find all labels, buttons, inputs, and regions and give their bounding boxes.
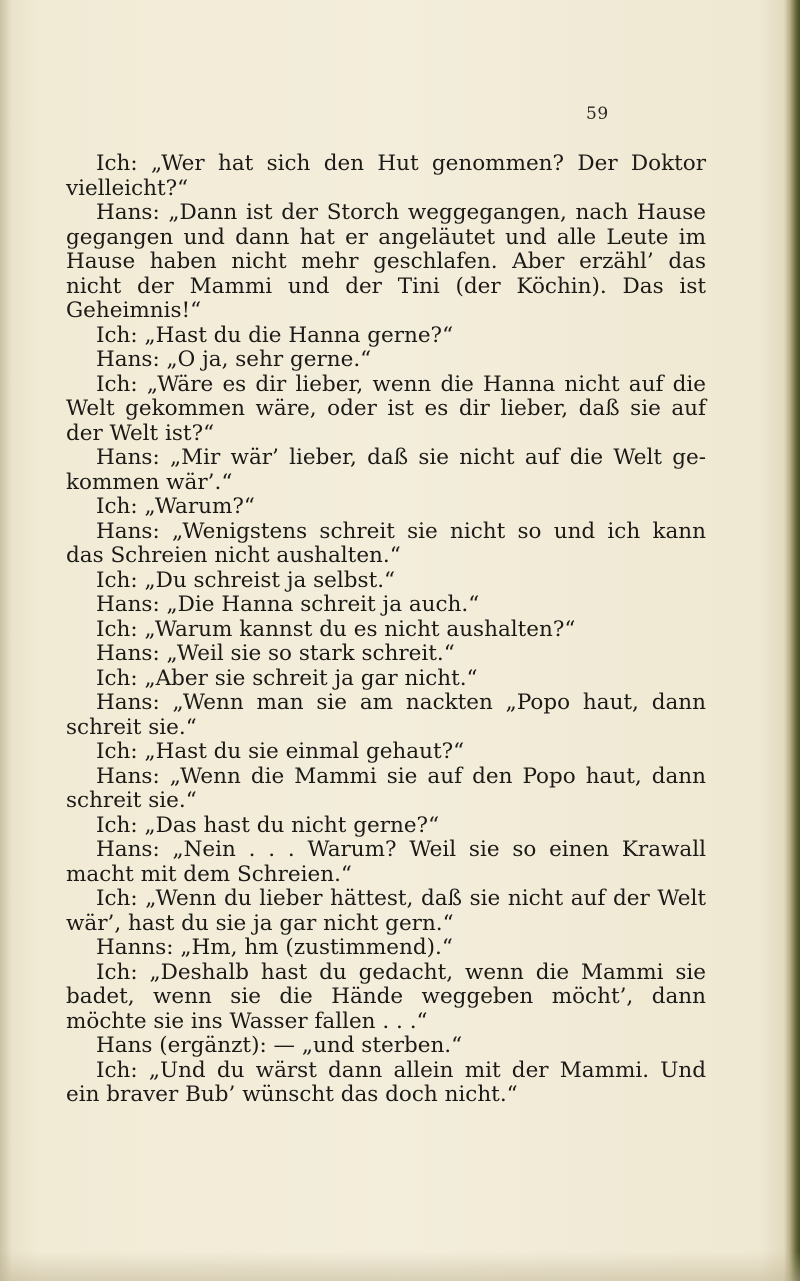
paragraph: Hans: „O ja, sehr gerne.“	[96, 347, 372, 372]
paragraph: Ich: „Warum?“	[96, 494, 255, 519]
paragraph: Hans: „Wenn die Mammi sie auf den Popo haut, dann schreit sie.“	[66, 763, 706, 813]
paragraph: Ich: „Das hast du nicht gerne?“	[96, 812, 440, 838]
paragraph: Ich: „Du schreist ja selbst.“	[96, 567, 396, 593]
paragraph: Hans: „Mir wär’ lieber, daß sie nicht auf die Welt gekommen wär’.“	[66, 445, 706, 495]
paragraph: Ich: „Und du wärst dann allein mit der Mammi. Und ein braver Bub’ wünscht das doch nicht.“	[66, 1057, 706, 1107]
paragraph: Hans: „Nein . . . Warum? Weil sie so einen Krawall macht mit dem Schreien.“	[66, 837, 706, 887]
paragraph: Ich: „Wäre es dir lieber, wenn die Hanna nicht auf die Welt gekommen wäre, oder ist es dir lieber, daß sie auf der Welt ist?“	[66, 371, 706, 446]
paragraph: Ich: „Wer hat sich den Hut genommen? Der Doktor vielleicht?“	[66, 151, 706, 201]
paragraph: Ich: „Wenn du lieber hättest, daß sie nicht auf der Welt wär’, hast du sie ja gar nicht gern.“	[66, 886, 706, 936]
book-spine-edge	[784, 0, 800, 1281]
page-number: 59	[586, 104, 609, 124]
dialogue-text	[66, 152, 706, 1108]
paragraph: Hans: „Wenn man sie am nackten „Popo haut, dann schreit sie.“	[66, 690, 706, 740]
paragraph: Ich: „Aber sie schreit ja gar nicht.“	[96, 665, 478, 691]
paragraph: Hans: „Weil sie so stark schreit.“	[96, 641, 455, 666]
paragraph: Hans (ergänzt): — „und sterben.“	[96, 1033, 463, 1058]
paragraph: Hanns: „Hm, hm (zustimmend).“	[96, 935, 453, 960]
paragraph: Hans: „Die Hanna schreit ja auch.“	[96, 592, 480, 617]
paragraph: Hans: „Wenigstens schreit sie nicht so und ich kann das Schreien nicht aushalten.“	[66, 518, 706, 568]
paragraph: Ich: „Hast du die Hanna gerne?“	[96, 322, 454, 348]
page-bottom-shadow	[0, 1251, 800, 1281]
page-left-shadow	[0, 0, 12, 1281]
paragraph: Hans: „Dann ist der Storch weggegangen, nach Hause gegangen und dann hat er angeläutet und alle Leute im Hause haben nicht mehr geschlafen. Aber erzähl’ das nicht der Mammi und der Tini (der Köchin). Das ist Geheimnis!“	[66, 200, 706, 323]
paragraph: Ich: „Deshalb hast du gedacht, wenn die Mammi sie badet, wenn sie die Hände weggeben möcht’, dann möchte sie ins Wasser fallen . . .“	[66, 959, 706, 1034]
paragraph: Ich: „Warum kannst du es nicht aushalten?“	[96, 616, 576, 642]
paragraph: Ich: „Hast du sie einmal gehaut?“	[96, 739, 465, 764]
